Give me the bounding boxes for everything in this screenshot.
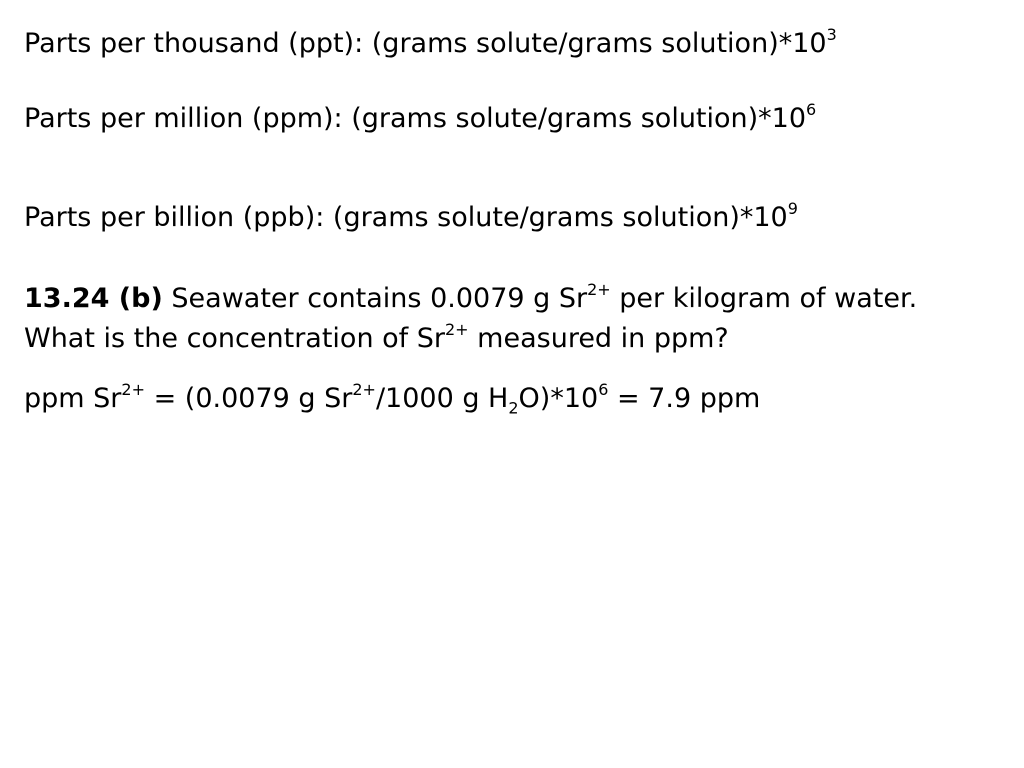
- definition-ppt: [24, 26, 837, 62]
- solution-text-c: /1000 g H: [375, 383, 509, 414]
- definition-ppm: [24, 101, 816, 137]
- solution-h2o-subscript: 2: [508, 398, 519, 418]
- solution-exponent: 6: [598, 380, 609, 399]
- definition-ppm-text: Parts per million (ppm): (grams solute/grams solution)*10: [24, 103, 807, 134]
- problem-number: 13.24 (b): [24, 283, 163, 314]
- solution-text-b: = (0.0079 g Sr: [145, 383, 353, 414]
- definition-ppt-exponent: 3: [826, 25, 837, 44]
- problem-text-1b: per kilogram of water.: [610, 283, 918, 314]
- problem-charge-2: 2+: [445, 320, 469, 339]
- definition-ppb-text: Parts per billion (ppb): (grams solute/grams solution)*10: [24, 202, 788, 233]
- problem-line-1: [24, 281, 917, 317]
- problem-text-2a: What is the concentration of Sr: [24, 323, 445, 354]
- solution-text-e: = 7.9 ppm: [608, 383, 761, 414]
- problem-line-2: [24, 321, 729, 357]
- problem-charge-1: 2+: [587, 280, 611, 299]
- definition-ppb: [24, 200, 798, 236]
- problem-text-2b: measured in ppm?: [468, 323, 729, 354]
- problem-text-1a: Seawater contains 0.0079 g Sr: [162, 283, 588, 314]
- solution-charge-2: 2+: [352, 380, 376, 399]
- definition-ppt-text: Parts per thousand (ppt): (grams solute/grams solution)*10: [24, 28, 827, 59]
- solution-line: [24, 381, 760, 417]
- solution-text-d: O)*10: [518, 383, 599, 414]
- definition-ppb-exponent: 9: [787, 199, 798, 218]
- solution-charge-1: 2+: [121, 380, 145, 399]
- definition-ppm-exponent: 6: [806, 100, 817, 119]
- solution-text-a: ppm Sr: [24, 383, 122, 414]
